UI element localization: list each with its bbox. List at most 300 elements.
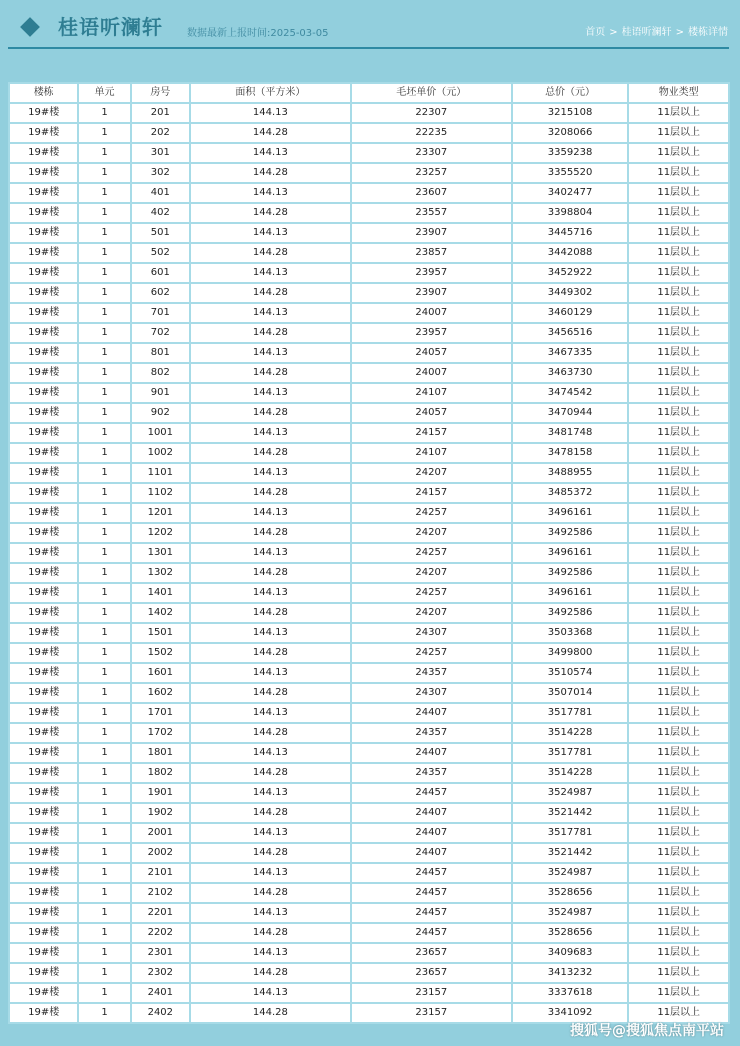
table-cell: 144.13 [191,824,350,842]
table-cell: 19#楼 [10,744,77,762]
table-cell: 11层以上 [629,104,728,122]
column-header: 面积（平方米） [191,84,350,102]
table-cell: 3528656 [513,924,628,942]
table-cell: 3208066 [513,124,628,142]
table-cell: 11层以上 [629,584,728,602]
table-cell: 24057 [352,344,511,362]
table-cell: 23957 [352,264,511,282]
table-cell: 19#楼 [10,424,77,442]
table-cell: 1301 [132,544,189,562]
table-cell: 11层以上 [629,884,728,902]
table-row [10,544,728,562]
table-cell: 19#楼 [10,404,77,422]
table-cell: 11层以上 [629,724,728,742]
table-cell: 1901 [132,784,189,802]
table-row [10,184,728,202]
table-cell: 144.13 [191,864,350,882]
table-cell: 1602 [132,684,189,702]
table-cell: 3413232 [513,964,628,982]
table-cell: 3492586 [513,524,628,542]
table-cell: 3485372 [513,484,628,502]
table-cell: 19#楼 [10,304,77,322]
table-cell: 2002 [132,844,189,862]
table-cell: 11层以上 [629,384,728,402]
table-row [10,524,728,542]
table-cell: 1402 [132,604,189,622]
table-cell: 3442088 [513,244,628,262]
table-cell: 2101 [132,864,189,882]
table-cell: 1 [79,864,129,882]
table-cell: 3524987 [513,864,628,882]
table-cell: 1 [79,144,129,162]
table-cell: 19#楼 [10,764,77,782]
table-cell: 3492586 [513,604,628,622]
table-cell: 11层以上 [629,324,728,342]
table-cell: 3341092 [513,1004,628,1022]
table-cell: 3524987 [513,784,628,802]
table-cell: 1 [79,404,129,422]
table-cell: 19#楼 [10,484,77,502]
table-cell: 144.28 [191,1004,350,1022]
table-cell: 11层以上 [629,984,728,1002]
table-cell: 1 [79,184,129,202]
table-cell: 3449302 [513,284,628,302]
table-cell: 144.13 [191,104,350,122]
table-cell: 1 [79,104,129,122]
table-cell: 144.28 [191,764,350,782]
table-cell: 24107 [352,384,511,402]
table-cell: 11层以上 [629,904,728,922]
table-row [10,224,728,242]
table-row [10,264,728,282]
table-row [10,844,728,862]
table-cell: 24407 [352,824,511,842]
table-cell: 24457 [352,924,511,942]
table-cell: 11层以上 [629,784,728,802]
table-cell: 19#楼 [10,204,77,222]
table-cell: 1102 [132,484,189,502]
table-cell: 24357 [352,764,511,782]
table-cell: 24257 [352,544,511,562]
table-cell: 1 [79,124,129,142]
table-cell: 19#楼 [10,624,77,642]
table-cell: 3524987 [513,904,628,922]
table-row [10,964,728,982]
update-timestamp: 数据最新上报时间:2025-03-05 [187,28,329,39]
table-cell: 1 [79,524,129,542]
table-row [10,864,728,882]
table-cell: 144.13 [191,944,350,962]
table-cell: 1 [79,904,129,922]
table-cell: 2401 [132,984,189,1002]
table-cell: 19#楼 [10,964,77,982]
table-cell: 144.13 [191,664,350,682]
table-cell: 24407 [352,704,511,722]
table-header-row [10,84,728,102]
table-cell: 19#楼 [10,544,77,562]
table-cell: 144.13 [191,584,350,602]
table-cell: 3337618 [513,984,628,1002]
table-row [10,304,728,322]
table-cell: 23257 [352,164,511,182]
table-cell: 302 [132,164,189,182]
table-cell: 19#楼 [10,524,77,542]
table-cell: 144.28 [191,244,350,262]
table-cell: 144.28 [191,644,350,662]
table-cell: 144.28 [191,444,350,462]
column-header: 物业类型 [629,84,728,102]
table-cell: 1 [79,304,129,322]
table-cell: 1802 [132,764,189,782]
table-cell: 1 [79,464,129,482]
table-row [10,444,728,462]
table-row [10,784,728,802]
table-cell: 701 [132,304,189,322]
table-cell: 1 [79,444,129,462]
table-cell: 1 [79,344,129,362]
table-cell: 602 [132,284,189,302]
table-row [10,944,728,962]
table-cell: 23157 [352,1004,511,1022]
table-cell: 1 [79,924,129,942]
table-cell: 19#楼 [10,1004,77,1022]
table-cell: 19#楼 [10,384,77,402]
column-header: 房号 [132,84,189,102]
header-divider [8,47,729,49]
table-row [10,344,728,362]
table-cell: 1 [79,884,129,902]
table-cell: 19#楼 [10,104,77,122]
diamond-icon [20,17,40,37]
table-cell: 3507014 [513,684,628,702]
table-row [10,384,728,402]
table-cell: 11层以上 [629,124,728,142]
table-row [10,484,728,502]
table-cell: 144.28 [191,884,350,902]
table-cell: 2202 [132,924,189,942]
table-cell: 144.13 [191,424,350,442]
table-cell: 1302 [132,564,189,582]
table-cell: 1401 [132,584,189,602]
table-cell: 3514228 [513,764,628,782]
table-cell: 3398804 [513,204,628,222]
table-cell: 3474542 [513,384,628,402]
table-row [10,464,728,482]
table-cell: 1002 [132,444,189,462]
table-cell: 11层以上 [629,644,728,662]
table-cell: 19#楼 [10,644,77,662]
table-cell: 23657 [352,944,511,962]
table-cell: 1 [79,644,129,662]
table-cell: 11层以上 [629,604,728,622]
table-cell: 24257 [352,584,511,602]
table-cell: 24457 [352,904,511,922]
column-header: 毛坯单价（元） [352,84,511,102]
table-cell: 24007 [352,364,511,382]
table-cell: 19#楼 [10,264,77,282]
table-cell: 1701 [132,704,189,722]
table-cell: 11层以上 [629,844,728,862]
table-cell: 1202 [132,524,189,542]
table-cell: 144.28 [191,564,350,582]
table-cell: 3521442 [513,844,628,862]
table-cell: 601 [132,264,189,282]
table-cell: 11层以上 [629,764,728,782]
table-cell: 3470944 [513,404,628,422]
table-row [10,324,728,342]
table-cell: 11层以上 [629,244,728,262]
table-cell: 301 [132,144,189,162]
table-cell: 19#楼 [10,824,77,842]
table-cell: 24457 [352,784,511,802]
breadcrumb [585,26,728,40]
table-row [10,584,728,602]
table-cell: 24207 [352,524,511,542]
table-cell: 19#楼 [10,984,77,1002]
table-row [10,824,728,842]
table-cell: 3517781 [513,704,628,722]
watermark: 搜狐号@搜狐焦点南平站 [570,1023,724,1039]
unit-table-container [8,82,730,1024]
table-cell: 23907 [352,224,511,242]
table-cell: 144.28 [191,324,350,342]
table-cell: 1 [79,484,129,502]
table-cell: 1 [79,944,129,962]
table-cell: 23557 [352,204,511,222]
table-cell: 24107 [352,444,511,462]
table-cell: 11层以上 [629,664,728,682]
table-cell: 19#楼 [10,604,77,622]
table-row [10,284,728,302]
table-cell: 22235 [352,124,511,142]
table-cell: 19#楼 [10,704,77,722]
table-cell: 3510574 [513,664,628,682]
table-cell: 11层以上 [629,684,728,702]
table-row [10,804,728,822]
table-cell: 3517781 [513,744,628,762]
table-cell: 3521442 [513,804,628,822]
table-cell: 11层以上 [629,164,728,182]
table-cell: 144.28 [191,364,350,382]
table-cell: 3409683 [513,944,628,962]
table-cell: 19#楼 [10,584,77,602]
table-row [10,204,728,222]
table-cell: 11层以上 [629,544,728,562]
table-cell: 1 [79,504,129,522]
table-cell: 1 [79,544,129,562]
table-cell: 1902 [132,804,189,822]
column-header: 楼栋 [10,84,77,102]
table-cell: 1 [79,984,129,1002]
table-cell: 3460129 [513,304,628,322]
table-cell: 3215108 [513,104,628,122]
table-cell: 11层以上 [629,144,728,162]
table-cell: 144.13 [191,904,350,922]
table-cell: 1 [79,744,129,762]
table-cell: 3467335 [513,344,628,362]
table-cell: 2201 [132,904,189,922]
table-cell: 19#楼 [10,684,77,702]
table-cell: 201 [132,104,189,122]
table-cell: 19#楼 [10,864,77,882]
table-cell: 24357 [352,664,511,682]
table-cell: 11层以上 [629,224,728,242]
table-cell: 3514228 [513,724,628,742]
table-row [10,164,728,182]
table-cell: 1 [79,704,129,722]
table-cell: 801 [132,344,189,362]
table-cell: 202 [132,124,189,142]
table-cell: 1 [79,324,129,342]
table-cell: 19#楼 [10,184,77,202]
breadcrumb-project-link[interactable]: 桂语听澜轩 [621,27,672,38]
table-cell: 11层以上 [629,804,728,822]
table-cell: 1 [79,244,129,262]
table-cell: 24407 [352,804,511,822]
table-cell: 502 [132,244,189,262]
table-cell: 1 [79,384,129,402]
table-cell: 144.28 [191,924,350,942]
table-body [10,104,728,1022]
table-cell: 19#楼 [10,804,77,822]
table-cell: 19#楼 [10,944,77,962]
table-row [10,404,728,422]
table-row [10,664,728,682]
page-title: 桂语听澜轩 [58,15,163,39]
table-cell: 3463730 [513,364,628,382]
table-cell: 401 [132,184,189,202]
unit-price-table [8,82,730,1024]
table-cell: 19#楼 [10,144,77,162]
table-cell: 1 [79,1004,129,1022]
table-cell: 1 [79,824,129,842]
table-cell: 144.13 [191,264,350,282]
table-row [10,984,728,1002]
table-cell: 1 [79,204,129,222]
table-cell: 3445716 [513,224,628,242]
table-cell: 144.13 [191,704,350,722]
table-cell: 11层以上 [629,624,728,642]
table-cell: 23307 [352,144,511,162]
table-cell: 19#楼 [10,784,77,802]
table-cell: 144.28 [191,124,350,142]
table-cell: 11层以上 [629,924,728,942]
table-cell: 19#楼 [10,724,77,742]
table-cell: 1 [79,964,129,982]
table-cell: 11层以上 [629,944,728,962]
table-cell: 3496161 [513,584,628,602]
table-row [10,704,728,722]
table-row [10,244,728,262]
table-cell: 11层以上 [629,864,728,882]
table-row [10,764,728,782]
table-cell: 11层以上 [629,304,728,322]
table-cell: 3359238 [513,144,628,162]
table-cell: 144.28 [191,684,350,702]
table-cell: 144.28 [191,724,350,742]
table-cell: 144.28 [191,604,350,622]
table-cell: 11层以上 [629,264,728,282]
table-cell: 19#楼 [10,664,77,682]
table-cell: 3488955 [513,464,628,482]
table-cell: 144.13 [191,624,350,642]
table-cell: 24457 [352,884,511,902]
table-cell: 144.13 [191,784,350,802]
table-cell: 144.13 [191,504,350,522]
table-cell: 19#楼 [10,124,77,142]
table-cell: 11层以上 [629,404,728,422]
table-cell: 3492586 [513,564,628,582]
column-header: 单元 [79,84,129,102]
table-cell: 144.28 [191,964,350,982]
table-cell: 11层以上 [629,424,728,442]
table-cell: 11层以上 [629,564,728,582]
table-cell: 19#楼 [10,564,77,582]
table-cell: 1601 [132,664,189,682]
table-cell: 144.28 [191,484,350,502]
table-row [10,884,728,902]
breadcrumb-separator: > [609,27,618,38]
table-cell: 24257 [352,644,511,662]
breadcrumb-home-link[interactable]: 首页 [585,27,606,38]
table-cell: 144.13 [191,984,350,1002]
table-row [10,904,728,922]
table-cell: 19#楼 [10,344,77,362]
table-cell: 11层以上 [629,344,728,362]
table-cell: 11层以上 [629,204,728,222]
table-cell: 144.13 [191,384,350,402]
table-cell: 144.13 [191,464,350,482]
breadcrumb-current: 楼栋详情 [688,27,728,38]
table-cell: 144.28 [191,804,350,822]
table-cell: 19#楼 [10,924,77,942]
table-cell: 1 [79,604,129,622]
table-cell: 23857 [352,244,511,262]
table-cell: 1101 [132,464,189,482]
table-cell: 144.13 [191,744,350,762]
table-row [10,504,728,522]
table-cell: 901 [132,384,189,402]
table-cell: 19#楼 [10,284,77,302]
table-cell: 1 [79,784,129,802]
table-cell: 3528656 [513,884,628,902]
table-cell: 2001 [132,824,189,842]
table-cell: 144.13 [191,544,350,562]
table-row [10,144,728,162]
table-cell: 19#楼 [10,904,77,922]
table-cell: 3355520 [513,164,628,182]
table-row [10,744,728,762]
table-cell: 3499800 [513,644,628,662]
table-cell: 23157 [352,984,511,1002]
table-cell: 24157 [352,424,511,442]
table-cell: 3496161 [513,504,628,522]
table-cell: 1 [79,564,129,582]
page-header [0,0,740,52]
table-row [10,104,728,122]
table-cell: 3478158 [513,444,628,462]
table-cell: 24207 [352,464,511,482]
table-row [10,424,728,442]
table-cell: 11层以上 [629,964,728,982]
table-cell: 11层以上 [629,824,728,842]
table-cell: 24357 [352,724,511,742]
table-cell: 19#楼 [10,444,77,462]
table-row [10,564,728,582]
table-cell: 702 [132,324,189,342]
table-cell: 1 [79,684,129,702]
table-cell: 902 [132,404,189,422]
